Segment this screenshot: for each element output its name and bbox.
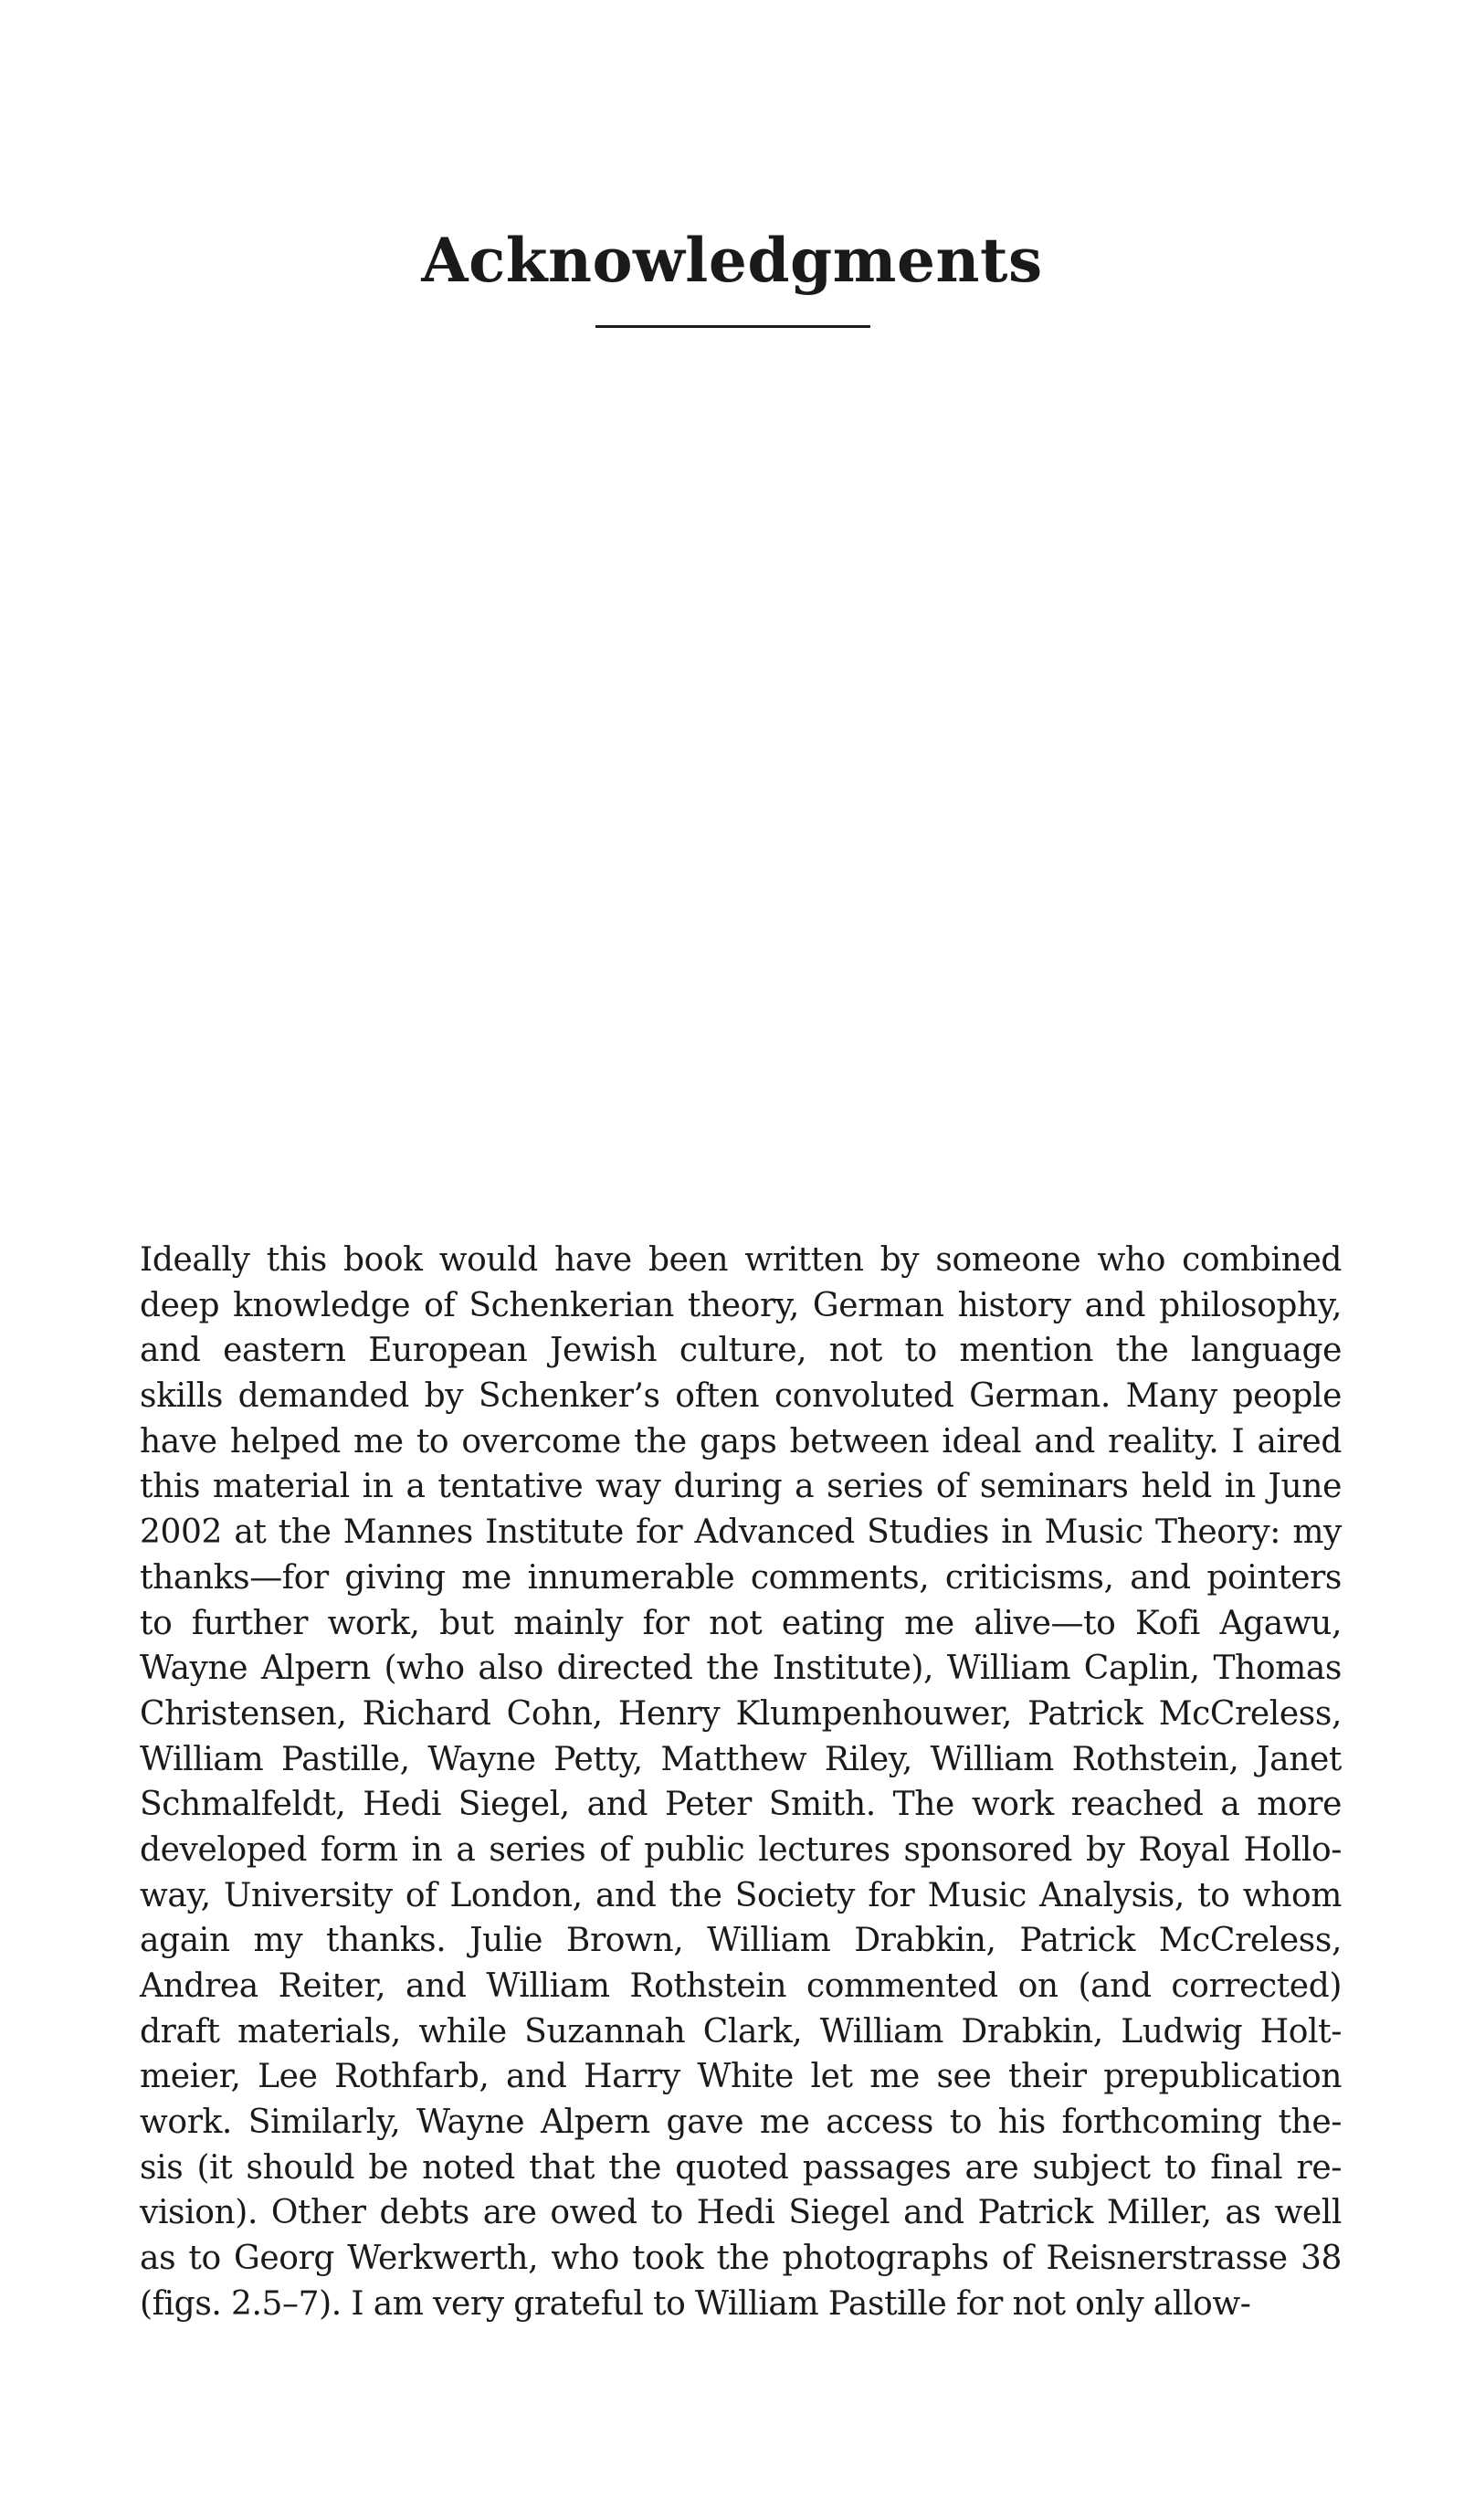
paragraph-line: and eastern European Jewish culture, not to mention the language (140, 1332, 1342, 1370)
paragraph-line: have helped me to overcome the gaps between ideal and reality. I aired (140, 1422, 1342, 1460)
paragraph-line: to further work, but mainly for not eating me alive—to Kofi Agawu, (140, 1604, 1342, 1642)
paragraph-line: way, University of London, and the Society for Music Analysis, to whom (140, 1876, 1342, 1914)
paragraph-line: developed form in a series of public lectures sponsored by Royal Hollo- (140, 1830, 1342, 1869)
paragraph-line: Andrea Reiter, and William Rothstein commented on (and corrected) (140, 1967, 1342, 2005)
paragraph-line: meier, Lee Rothfarb, and Harry White let me see their prepublication (140, 2058, 1342, 2096)
acknowledgments-paragraph (140, 1238, 1342, 2327)
paragraph-line: William Pastille, Wayne Petty, Matthew Riley, William Rothstein, Janet (140, 1740, 1342, 1778)
paragraph-line: work. Similarly, Wayne Alpern gave me access to his forthcoming the- (140, 2104, 1342, 2142)
paragraph-line: Ideally this book would have been written by someone who combined (140, 1241, 1342, 1279)
paragraph-line: again my thanks. Julie Brown, William Drabkin, Patrick McCreless, (140, 1922, 1342, 1960)
paragraph-line: Wayne Alpern (who also directed the Institute), William Caplin, Thomas (140, 1650, 1342, 1688)
title-underline-rule (595, 325, 870, 328)
paragraph-line: thanks—for giving me innumerable comments, criticisms, and pointers (140, 1558, 1342, 1597)
paragraph-line: vision). Other debts are owed to Hedi Siegel and Patrick Miller, as well (140, 2194, 1342, 2232)
paragraph-line: Christensen, Richard Cohn, Henry Klumpenhouwer, Patrick McCreless, (140, 1694, 1342, 1733)
page-title: Acknowledgments (421, 225, 1043, 296)
paragraph-line: this material in a tentative way during a series of seminars held in June (140, 1468, 1342, 1506)
paragraph-line: 2002 at the Mannes Institute for Advanced Studies in Music Theory: my (140, 1513, 1342, 1552)
paragraph-line: skills demanded by Schenker’s often convoluted German. Many people (140, 1377, 1342, 1416)
paragraph-line: deep knowledge of Schenkerian theory, German history and philosophy, (140, 1286, 1342, 1324)
paragraph-line: (figs. 2.5–7). I am very grateful to William Pastille for not only allow- (140, 2284, 1251, 2323)
paragraph-line: draft materials, while Suzannah Clark, William Drabkin, Ludwig Holt- (140, 2012, 1342, 2051)
paragraph-line: sis (it should be noted that the quoted passages are subject to final re- (140, 2148, 1342, 2187)
paragraph-line: Schmalfeldt, Hedi Siegel, and Peter Smith. The work reached a more (140, 1786, 1342, 1824)
paragraph-line: as to Georg Werkwerth, who took the photographs of Reisnerstrasse 38 (140, 2240, 1342, 2278)
